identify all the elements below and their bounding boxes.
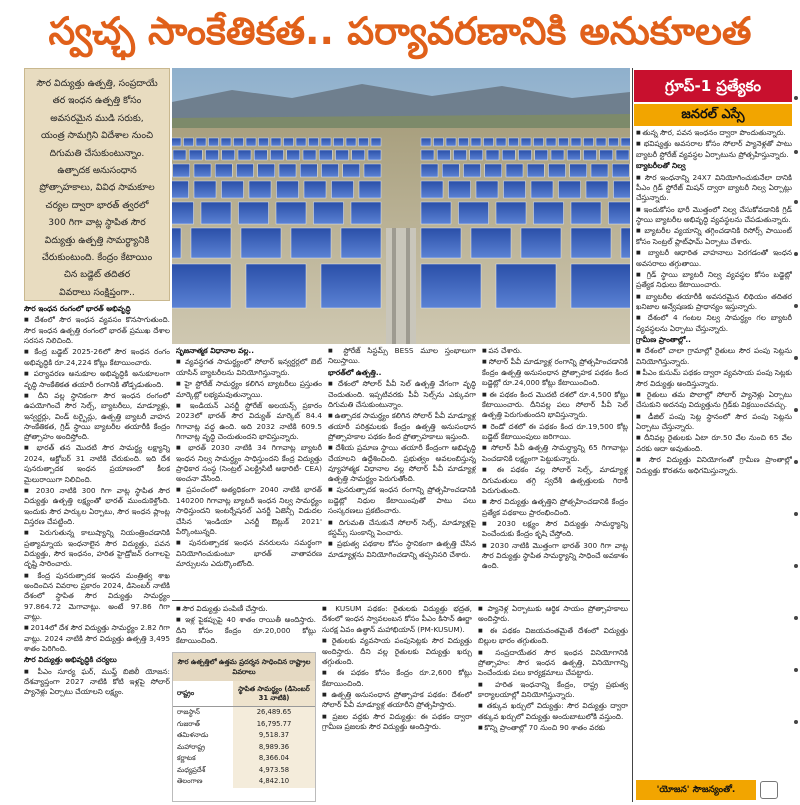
- capacity-value: 4,973.58: [233, 765, 315, 777]
- solar-panel: [421, 181, 443, 198]
- solar-panel: [309, 138, 319, 146]
- paragraph: ■ 2014లో దేశ సౌర విద్యుత్తు సామర్థ్యం 2.82 గిగా వాట్లు. 2024 నాటికి సౌర విద్యుత్తు ఉత్పత్తి 3,495 శాతం పెరిగింది.: [24, 623, 170, 654]
- table-row: [173, 742, 315, 754]
- solar-panel: [222, 181, 244, 198]
- column-2: [176, 346, 322, 646]
- table-title: సౌర ఉత్పత్తిలో ఉత్తమ ప్రదర్శన సాధించిన రాష్ట్రాల వివరాలు: [173, 653, 315, 681]
- subheading: బ్యాటరీలతో నిల్వ: [636, 161, 686, 171]
- paragraph: ■ ప్రజల వద్దకు సౌర విద్యుత్తు: ఈ పథకం ద్వారా గ్రామీణ ప్రజలకు సౌర విద్యుత్తు అందిస్తారు.: [322, 712, 472, 733]
- courtesy-credit: 'యోజన' సౌజన్యంతో.: [636, 780, 756, 800]
- solar-panel: [191, 228, 231, 258]
- paragraph: ■ ఇందుకోసం భారీ మొత్తంలో నిల్వ చేసుకోవడానికి గ్రిడ్ స్థాయి బ్యాటరీల అభివృద్ధి వ్యవస్థలను చేపడుతున్నారు.: [636, 205, 792, 226]
- solar-panel: [586, 181, 608, 198]
- solar-panel: [471, 138, 481, 146]
- paragraph: ■ దేశీయ ప్రమాణ స్థాయి తయారీ కేంద్రంగా అభివృద్ధి చేయాలని ఉద్దేశించింది. ప్రభుత్వం అవలంబిస్తున్న వ్యూహాత్మక విధానాల వల్ల సోలార్ పీవీ మాడ్యూళ్ల ఉత్పత్తి సామర్థ్యం పెరుగుతోంది.: [328, 443, 476, 484]
- paragraph: ■ పునరుత్పాదక ఇంధన రంగాన్ని ప్రోత్సహించడానికి బడ్జెట్లో నిధుల కేటాయింపుతో పాటు పలు సంస్కరణలు ప్రకటించారు.: [328, 485, 476, 516]
- solar-panel: [609, 202, 631, 224]
- solar-panel: [596, 138, 606, 146]
- state-name: తమిళనాడు: [177, 731, 209, 739]
- table-row: [173, 753, 315, 765]
- solar-panel: [471, 228, 511, 258]
- solar-panel: [314, 202, 344, 224]
- paragraph: ■ తున్న సౌర, పవన ఇంధనం ద్వారా పొందుతున్నారు.: [636, 128, 792, 138]
- intro-line: చర్యల ద్వారా భారత్ త్వరలో: [45, 199, 149, 211]
- paragraph: ■ ఇళ్ల పైకప్పుపై 40 శాతం రాయితీ అందిస్తారు. దీని కోసం కేంద్రం రూ.20,000 కోట్లు కేటాయించింది.: [176, 615, 316, 646]
- paragraph: ■ సోలార్ పీవీ మాడ్యూళ్ల రంగాన్ని ప్రోత్సహించడానికి కేంద్రం ఉత్పత్తి అనుసంధాన ప్రోత్సాహక పథకం కింద బడ్జెట్లో రూ.24,000 కోట్లు కేటాయించింది.: [482, 357, 628, 388]
- paragraph: ■ పర్యావరణ అనుకూల అభివృద్ధికి అనుకూలంగా వృద్ధి సాంకేతికత తయారీ రంగానికి తోడ్పడుతుంది.: [24, 369, 170, 390]
- intro-line: అవసరమైన ముడి సరుకు,: [50, 112, 144, 124]
- solar-panel: [476, 181, 498, 198]
- capacity-value: 8,989.36: [233, 742, 315, 754]
- solar-panel: [334, 138, 344, 146]
- solar-panel: [246, 138, 256, 146]
- solar-panel: [194, 164, 211, 177]
- intro-line: ప్రోత్సాహకాలు, వివిధ సామకూల: [39, 182, 155, 194]
- paragraph: ■ దేశంలో 4 గంటల నిల్వ సామర్థ్యం గల బ్యాటరీ వ్యవస్థలను ఏర్పాటు చేస్తున్నారు.: [636, 313, 792, 334]
- solar-panel: [246, 264, 306, 308]
- paragraph: ■ కేంద్ర పునరుత్పాదక ఇంధన మంత్రిత్వ శాఖ అందించిన వివరాల ప్రకారం 2024, డిసెంబర్ నాటికి దేశంలో స్థాపిత సౌర విద్యుత్తు సామర్థ్యం 97.864.72 మెగావాట్లు. అంటే 97.86 గిగా వాట్లు.: [24, 571, 170, 623]
- solar-panel: [201, 202, 231, 224]
- paragraph: ■ భారత్ 2030 నాటికి 34 గిగావాట్ల బ్యాటరీ ఇంధన నిల్వ సామర్థ్యం సాధిస్తుందని కేంద్ర విద్యుత్తు ప్రాధికార సంస్థ (సెంట్రల్ ఎలక్ట్రిసిటీ అథారిటీ- CEA) అంచనా వేసింది.: [176, 443, 322, 484]
- solar-panel: [591, 164, 608, 177]
- column-8: [478, 604, 628, 802]
- solar-panel: [584, 138, 594, 146]
- solar-panel: [531, 181, 553, 198]
- solar-panel: [534, 202, 564, 224]
- solar-panel: [612, 164, 629, 177]
- paragraph: ■ దీని వల్ల స్థానికంగా సౌర ఇంధన రంగంలో ఉపయోగించే సౌర సెల్స్, బ్యాటరీలు, మాడ్యూళ్లు, ఇన్వర్టర్లు, విండ్ టర్బైన్లు, ఉత్పత్తి బ్యాటరీ వాహన సాంకేతికత, గ్రిడ్ స్థాయి బ్యాటరీల తయారీకి కేంద్రం ప్రోత్సాహం అందిస్తోంది.: [24, 391, 170, 443]
- solar-panel: [464, 164, 481, 177]
- paragraph: ■ దేశంలో సోలార్ పీవీ సెల్ ఉత్పత్తి వేగంగా వృద్ధి చెందుతుంది. ఇప్పటివరకు పీవీ సెల్స్‌ను ఎక్కువగా దిగుమతి చేసుకుంటున్నాం.: [328, 379, 476, 410]
- solar-panel: [346, 138, 356, 146]
- subheading: సృజనాత్మక విధానాల వల్ల..: [176, 346, 254, 355]
- solar-panel: [442, 164, 459, 177]
- paragraph: ■ ఈ పథకం విజయవంతమైతే దేశంలో విద్యుత్తు బిల్లుల భారం తగ్గుతుంది.: [478, 626, 628, 647]
- solar-panel: [519, 150, 532, 160]
- table-header: [173, 681, 315, 707]
- solar-panel: [234, 138, 244, 146]
- state-name: కర్ణాటక: [177, 754, 196, 762]
- intro-line: దిగుమతి చేసుకుంటున్నాం.: [49, 147, 145, 159]
- column-divider: [632, 68, 633, 802]
- paragraph: ■ సౌర విద్యుత్తు ఉత్పత్తిని ప్రోత్సహించడానికి కేంద్రం ప్రత్యేక పథకాలు ప్రారంభించింది.: [482, 497, 628, 518]
- paragraph: ■ దీనివల్ల రైతులకు ఏటా రూ.50 వేల నుంచి 65 వేల వరకు ఆదా అవుతుంది.: [636, 433, 792, 454]
- solar-panel: [571, 228, 611, 258]
- paragraph: ■ తక్కువ ఖర్చులో విద్యుత్తు: సౌర విద్యుత్తు ద్వారా తక్కువ ఖర్చులో విద్యుత్తు అందుబాటులోకి వస్తుంది.: [478, 701, 628, 722]
- solar-panel: [521, 138, 531, 146]
- solar-panel: [504, 181, 526, 198]
- solar-panel: [303, 150, 316, 160]
- solar-panel: [600, 150, 613, 160]
- solar-panel: [509, 138, 519, 146]
- solar-panel: [485, 164, 502, 177]
- solar-panel: [534, 138, 544, 146]
- paragraph: ■ దేశంలో సౌర ఇంధన వ్యవసం కొనసాగుతుంది. సౌర ఇంధన ఉత్పత్తి రంగంలో భారత్ ప్రముఖ దేశాల సరసన నిలిచింది.: [24, 315, 170, 346]
- solar-panel: [336, 150, 349, 160]
- paragraph: ■ సంప్రదాయేతర సౌర ఇంధన వినియోగానికి ప్రోత్సాహం: సౌర ఇంధన ఉత్పత్తి, వినియోగాన్ని పెంచేందుకు పలు కార్యక్రమాలు చేపట్టారు.: [478, 648, 628, 679]
- solar-panel: [449, 181, 471, 198]
- general-essay-label: జనరల్ ఎస్సే: [634, 104, 792, 126]
- solar-farm-photo: [172, 68, 630, 344]
- subheading: సౌర ఇంధన రంగంలో భారత్ అభివృద్ధి: [24, 304, 131, 313]
- header-state: రాష్ట్రం: [177, 689, 195, 697]
- solar-panel: [506, 164, 523, 177]
- solar-panel: [254, 150, 267, 160]
- paragraph: ■ దిగుమతి చేసుకునే సోలార్ సెల్స్, మాడ్యూళ్లపై కస్టమ్స్ సుంకాన్ని పెంచారు.: [328, 518, 476, 539]
- corner-icon: [760, 781, 778, 799]
- solar-panel: [571, 202, 601, 224]
- solar-panel: [215, 164, 232, 177]
- solar-panel: [571, 264, 630, 308]
- solar-panel: [172, 228, 181, 258]
- solar-panel: [196, 138, 206, 146]
- solar-panel: [551, 150, 564, 160]
- state-name: తెలంగాణ: [177, 777, 203, 785]
- paragraph: ■ బ్యాటరీల తయారీకి అవసరమైన లిథియం తదితర ఖనిజాల అన్వేషణకు ప్రాధాన్యం ఇస్తున్నారు.: [636, 292, 792, 313]
- solar-panel: [172, 202, 194, 224]
- intro-line: చిన బడ్జెట్ తదితర: [63, 269, 131, 281]
- paragraph: ■ కేంద్ర బడ్జెట్ 2025-26లో సౌర ఇంధన రంగం అభివృద్ధికి రూ.24,224 కోట్లు కేటాయించారు.: [24, 347, 170, 368]
- solar-panel: [287, 150, 300, 160]
- paragraph: ■ ప్రభుత్వ పథకాల కోసం స్థానికంగా ఉత్పత్తి చేసిన మాడ్యూళ్లను వినియోగించడాన్ని తప్పనిసరి చేశారు.: [328, 539, 476, 560]
- solar-panel: [241, 228, 281, 258]
- solar-panel: [559, 181, 581, 198]
- solar-panel: [249, 181, 271, 198]
- solar-panel: [621, 228, 630, 258]
- solar-panel: [368, 150, 381, 160]
- solar-panel: [194, 181, 216, 198]
- solar-panel: [434, 138, 444, 146]
- solar-panel: [359, 138, 369, 146]
- column-5: [636, 128, 792, 776]
- solar-panel: [567, 150, 580, 160]
- solar-panel: [459, 202, 489, 224]
- paragraph: ■ సౌర ఇంధనాన్ని 24X7 వినియోగించుకునేలా దానికి పీఎం గ్రిడ్ స్టోరేజ్ మిషన్ ద్వారా బ్యాటరీ నిల్వ ఏర్పాట్లు చేస్తున్నారు.: [636, 173, 792, 204]
- paragraph: ■ బ్యాటరీ ఆధారిత వాహనాలు పెరగడంతో ఇంధన అవసరాలు తగ్గుతాయి.: [636, 248, 792, 269]
- solar-panel: [421, 150, 434, 160]
- paragraph: ■ ప్యానెళ్ల ఏర్పాటుకు ఆర్థిక సాయం ప్రోత్సాహకాలు అందిస్తారు.: [478, 604, 628, 625]
- capacity-value: 9,518.37: [233, 730, 315, 742]
- solar-panel: [546, 138, 556, 146]
- state-name: మహారాష్ట్ర: [177, 742, 205, 751]
- solar-panel: [484, 138, 494, 146]
- paragraph: ■ బ్యాటరీల వ్యయాన్ని తగ్గించడానికి రిసోర్స్ పాయింట్ కోసం సెంట్రల్ ప్లాట్‌ఫామ్ ఏర్పాటు చేశారు.: [636, 226, 792, 247]
- intro-line: యంత్ర సామగ్రిని విదేశాల నుంచి: [40, 130, 154, 142]
- solar-panel: [559, 138, 569, 146]
- state-name: మధ్యప్రదేశ్: [177, 765, 206, 774]
- paragraph: ■ డీజిల్ పంపు సెట్ల స్థానంలో సౌర పంపు సెట్లను ఏర్పాటు చేస్తున్నారు.: [636, 412, 792, 433]
- paragraph: ■ గ్రిడ్ స్థాయి బ్యాటరీ నిల్వ వ్యవస్థల కోసం బడ్జెట్లో ప్రత్యేక నిధులు కేటాయించారు.: [636, 270, 792, 291]
- solar-panel: [276, 202, 306, 224]
- solar-panel: [238, 150, 251, 160]
- intro-line: తర ఇంధన ఉత్పత్తి కోసం: [52, 95, 142, 107]
- solar-panel: [621, 138, 630, 146]
- paragraph: ■ సోలార్ పీవీ ఉత్పత్తి సామర్థ్యాన్ని 65 గిగావాట్లు పెంచడానికి లక్ష్యంగా పెట్టుకున్నారు.: [482, 443, 628, 464]
- paragraph: ■ స్టోరేజ్ సిస్టమ్స్ BESS మూల స్తంభాలుగా నిలుస్తాయి.: [328, 346, 476, 367]
- solar-panel: [300, 164, 317, 177]
- solar-panel: [364, 164, 381, 177]
- paragraph: ■ పన చేశారు.: [482, 346, 628, 356]
- solar-panel: [459, 138, 469, 146]
- solar-panel: [209, 138, 219, 146]
- solar-panel: [421, 164, 438, 177]
- capacity-value: 8,366.04: [233, 753, 315, 765]
- paragraph: ■ రైతులకు వ్యవసాయ పంపుసెట్లకు సౌర విద్యుత్తు అందిస్తారు. దీని వల్ల రైతులకు విద్యుత్తు ఖర్చు తగ్గుతుంది.: [322, 636, 472, 667]
- solar-panel: [189, 150, 202, 160]
- solar-panel: [371, 138, 381, 146]
- headline: స్వచ్ఛ సాంకేతికత.. పర్యావరణానికి అనుకూలత: [48, 9, 752, 53]
- solar-panel: [446, 138, 456, 146]
- paragraph: ■ ఈ పథకం వల్ల సోలార్ సెల్స్, మాడ్యూళ్ల దిగుమతులు తగ్గి స్వదేశీ ఉత్పత్తులకు గిరాకీ పెరుగుతుంది.: [482, 465, 628, 496]
- paragraph: ■ భారత్ తన మొదటి సౌర సామర్థ్య లక్ష్యాన్ని 2024, అక్టోబర్ 31 నాటికి చేరుకుంది. ఇది దేశ పునరుత్పాదక ఇంధన ప్రయాణంలో కీలక మైలురాయిగా నిలిచింది.: [24, 443, 170, 484]
- solar-panel: [222, 150, 235, 160]
- solar-panel: [521, 228, 561, 258]
- paragraph: ■ 2030 లక్ష్యం సౌర విద్యుత్తు సామర్థ్యాన్ని పెంచేందుకు కేంద్రం కృషి చేస్తోంది.: [482, 519, 628, 540]
- solar-panel: [549, 164, 566, 177]
- intro-line: వివరాలు సంక్షిప్తంగా..: [59, 286, 135, 298]
- intro-line: ఉత్పాదక అనుసంధాన: [57, 165, 137, 177]
- table-row: [173, 707, 315, 719]
- solar-panel: [343, 164, 360, 177]
- table-row: [173, 730, 315, 742]
- paragraph: ■ భవిష్యత్తు అవసరాల కోసం సోలార్ ప్యానెళ్లతో పాటు బ్యాటరీ స్టోరేజ్ వ్యవస్థల ఏర్పాటును ప్రోత్సహిస్తున్నారు.: [636, 139, 792, 160]
- solar-panel: [454, 150, 467, 160]
- capacity-value: 16,795.77: [233, 719, 315, 731]
- solar-panel: [535, 150, 548, 160]
- intro-line: 300 గిగా వాట్ల స్థాపిత సౌర: [48, 217, 146, 229]
- solar-panel: [502, 150, 515, 160]
- subheading: సౌర విద్యుత్తు అభివృద్ధికి చర్యలు: [24, 655, 117, 665]
- solar-panel: [172, 138, 181, 146]
- paragraph: ■ దేశంలో చాలా గ్రామాల్లో రైతులు సౌర పంపు సెట్లను వినియోగిస్తున్నారు.: [636, 346, 792, 367]
- solar-panel: [271, 150, 284, 160]
- column-divider: [172, 600, 630, 601]
- paragraph: ■ పెరుగుతున్న కాలుష్యాన్ని నియంత్రించడానికి ప్రత్యామ్నాయ ఇంధనాలైన సౌర విద్యుత్తు, పవన విద్యుత్తు, సౌర ఇంధనం, హరిత హైడ్రోజన్ రంగాలపై దృష్టి సారించారు.: [24, 528, 170, 569]
- paragraph: ■ రైతులు తమ పొలాల్లో సోలార్ ప్యానెళ్లు ఏర్పాటు చేసుకుని అదనపు విద్యుత్తును గ్రిడ్‌కు విక్రయించవచ్చు.: [636, 390, 792, 411]
- solar-panel: [284, 138, 294, 146]
- capacity-value: 26,489.65: [233, 707, 315, 719]
- paragraph: ■ 2030 నాటికి 300 గిగా వాట్ల స్థాపిత సౌర విద్యుత్తు ఉత్పత్తి లక్ష్యంతో భారత్ ముందుకెళ్తోంది. ఇందుకు సౌర పార్కుల ఏర్పాటు, సౌర ఇంధన ప్లాంట్ల విస్తరణ చేపట్టింది.: [24, 486, 170, 527]
- intro-line: చేరుకుంటుంది. కేంద్రం కేటాయిం: [41, 252, 153, 264]
- paragraph: ■ ఉత్పాదక సామర్థ్యం కలిగిన సోలార్ పీవీ మాడ్యూళ్ల తయారీ పరిశ్రమలకు కేంద్రం ఉత్పత్తి అనుసంధాన ప్రోత్సాహకాల పథకం కింద ప్రోత్సాహకాలు ఇస్తుంది.: [328, 411, 476, 442]
- solar-panel: [319, 150, 332, 160]
- solar-panel: [322, 164, 339, 177]
- paragraph: ■ KUSUM పథకం: రైతులకు విద్యుత్తు భద్రత, దేశంలో ఇంధన స్వావలంబన కోసం పీఎం కిసాన్ ఊర్జా సురక్ష ఏవం ఉత్థాన్ మహాభియాన్ (PM-KUSUM).: [322, 604, 472, 635]
- paragraph: ■ సౌర విద్యుత్తు వినియోగంతో గ్రామీణ ప్రాంతాల్లో విద్యుత్తు కొరతను అధిగమిస్తున్నారు.: [636, 455, 792, 476]
- solar-panel: [584, 150, 597, 160]
- solar-panel: [291, 228, 331, 258]
- paragraph: ■ 2030 నాటికి మొత్తంగా భారత్ 300 గిగా వాట్ల సౌర విద్యుత్తు స్థాపిత సామర్థ్యాన్ని సాధించే అవకాశం ఉంది.: [482, 541, 628, 572]
- paragraph: ■ సౌర విద్యుత్తు పంపిణీ చేస్తారు.: [176, 604, 316, 614]
- solar-panel: [470, 150, 483, 160]
- paragraph: ■ ఈ పథకం కోసం కేంద్రం రూ.2,600 కోట్లు కేటాయించింది.: [322, 668, 472, 689]
- paragraph: ■ వ్యవస్థగత సామర్థ్యంలో సోలార్ ఇన్వర్టర్లలో బెట్ యాసిన్ బ్యాటరీలను వినియోగిస్తున్నారు.: [176, 357, 322, 378]
- paragraph: ■ ఉత్పత్తి అనుసంధాన ప్రోత్సాహక పథకం: దేశంలో సోలార్ పీవీ మాడ్యూళ్ల తయారీని ప్రోత్సహిస్తారు.: [322, 690, 472, 711]
- solar-panel: [237, 164, 254, 177]
- solar-panel: [172, 181, 189, 198]
- solar-panel: [304, 181, 326, 198]
- column-6: [176, 604, 316, 650]
- paragraph: ■ హరిత ఇంధనాన్ని కేంద్రం, రాష్ట్ర ప్రభుత్వ కార్యాలయాల్లో వినియోగిస్తున్నారు.: [478, 680, 628, 701]
- column-7: [322, 604, 472, 802]
- solar-panel: [527, 164, 544, 177]
- subheading: భారత్‌లో ఉత్పత్తి..: [328, 367, 382, 377]
- paragraph: ■ పీఎం కుసుమ్ పథకం ద్వారా వ్యవసాయ పంపు సెట్లకు సౌర విద్యుత్తు అందిస్తున్నారు.: [636, 368, 792, 389]
- intro-line: సౌర విద్యుత్తు ఉత్పత్తి, సంప్రదాయే: [36, 78, 158, 89]
- paragraph: ■ పీఎం సూర్య ఘర్, ముఫ్త్ బిజిలీ యోజన: దేశవ్యాప్తంగా 2027 నాటికి కోటి ఇళ్లపై సోలార్ ప్యానెళ్లు ఏర్పాటు చేయాలని లక్ష్యం.: [24, 667, 170, 698]
- states-capacity-table: [172, 652, 316, 802]
- solar-panel: [437, 150, 450, 160]
- solar-panel: [184, 138, 194, 146]
- solar-panel: [359, 181, 381, 198]
- solar-panel: [616, 150, 629, 160]
- solar-panel: [173, 150, 186, 160]
- solar-panel: [258, 164, 275, 177]
- column-1: [24, 304, 170, 804]
- solar-panel: [421, 138, 431, 146]
- solar-panel: [172, 264, 231, 308]
- table-row: [173, 719, 315, 731]
- intro-box: [24, 68, 170, 301]
- solar-panel: [206, 150, 219, 160]
- solar-panel: [570, 164, 587, 177]
- solar-panel: [421, 228, 461, 258]
- paragraph: ■ ఈ పథకం కింద మొదటి దశలో రూ.4,500 కోట్లు కేటాయించారు. దీనివల్ల పలు సోలార్ పీవీ సెల్ ఉత్పత్తి పెరుగుతుందని భావిస్తున్నారు.: [482, 390, 628, 421]
- state-name: గుజరాత్: [177, 719, 200, 728]
- paragraph: ■ పునరుత్పాదక ఇంధన వనరులను సమర్థంగా వినియోగించుకుంటూ భారత్ వాతావరణ మార్పులను ఎదుర్కొంటోంది.: [176, 538, 322, 569]
- paragraph: ■ ప్రపంచంలో అత్యధికంగా 2040 నాటికి భారత్ 140200 గిగావాట్ల బ్యాటరీ ఇంధన నిల్వ సామర్థ్యం సాధిస్తుందని ఇంటర్నేషనల్ ఎనర్జీ ఏజెన్సీ విడుదల చేసిన 'ఇండియా ఎనర్జీ ఔట్లుక్ 2021' పేర్కొంటున్నది.: [176, 485, 322, 537]
- solar-panel: [239, 202, 269, 224]
- solar-panel: [341, 228, 381, 258]
- capacity-value: 4,842.10: [233, 776, 315, 788]
- solar-panel: [351, 202, 381, 224]
- solar-panel: [321, 138, 331, 146]
- solar-panel: [421, 202, 451, 224]
- intro-line: విద్యుత్తు ఉత్పత్తి సామర్థ్యానికి: [44, 234, 150, 246]
- paragraph: ■ హై స్టోరేజ్ సామర్థ్యం కలిగిన బ్యాటరీలు ప్రస్తుతం మార్కెట్లో లభ్యమవుతున్నాయి.: [176, 379, 322, 400]
- paragraph: ■ రెండో దశలో ఈ పథకం కింద రూ.19,500 కోట్ల బడ్జెట్ కేటాయింపులు జరిగాయి.: [482, 422, 628, 443]
- solar-panel: [421, 264, 481, 308]
- solar-panel: [609, 138, 619, 146]
- subheading: గ్రామీణ ప్రాంతాల్లో..: [636, 335, 691, 345]
- group1-special-banner: గ్రూప్-1 ప్రత్యేకం: [634, 70, 792, 102]
- state-name: రాజస్థాన్: [177, 708, 200, 716]
- solar-panel: [259, 138, 269, 146]
- column-3: [328, 346, 476, 646]
- solar-panel: [271, 138, 281, 146]
- solar-panel: [321, 264, 381, 308]
- paragraph: ■ ఇండియన్ ఎనర్జీ స్టోరేజ్ అలయన్స్ ప్రకారం 2023లో భారత్ సౌర విద్యుత్ మార్కెట్ 84.4 గిగావాట్ల వద్ద ఉంది. అది 2032 నాటికి 609.5 గిగావాట్ల వృద్ధి చెందుతుందని భావిస్తున్నారు.: [176, 401, 322, 442]
- solar-panel: [332, 181, 354, 198]
- solar-panel: [173, 164, 190, 177]
- table-row: [173, 776, 315, 788]
- solar-panel: [496, 138, 506, 146]
- header-capacity: స్థాపిత సామర్థ్యం (డిసెంబర్ 31 నాటికి): [233, 681, 315, 706]
- solar-panel: [279, 164, 296, 177]
- solar-panel: [614, 181, 631, 198]
- table-row: [173, 765, 315, 777]
- solar-panel: [352, 150, 365, 160]
- solar-panel: [496, 264, 556, 308]
- paragraph: ■ కొన్ని ప్రాంతాల్లో 70 నుంచి 90 శాతం వరకు: [478, 723, 628, 733]
- solar-panel: [486, 150, 499, 160]
- solar-panel: [571, 138, 581, 146]
- solar-panel: [296, 138, 306, 146]
- solar-panel: [277, 181, 299, 198]
- column-4: [482, 346, 628, 646]
- solar-panel: [496, 202, 526, 224]
- solar-panel: [221, 138, 231, 146]
